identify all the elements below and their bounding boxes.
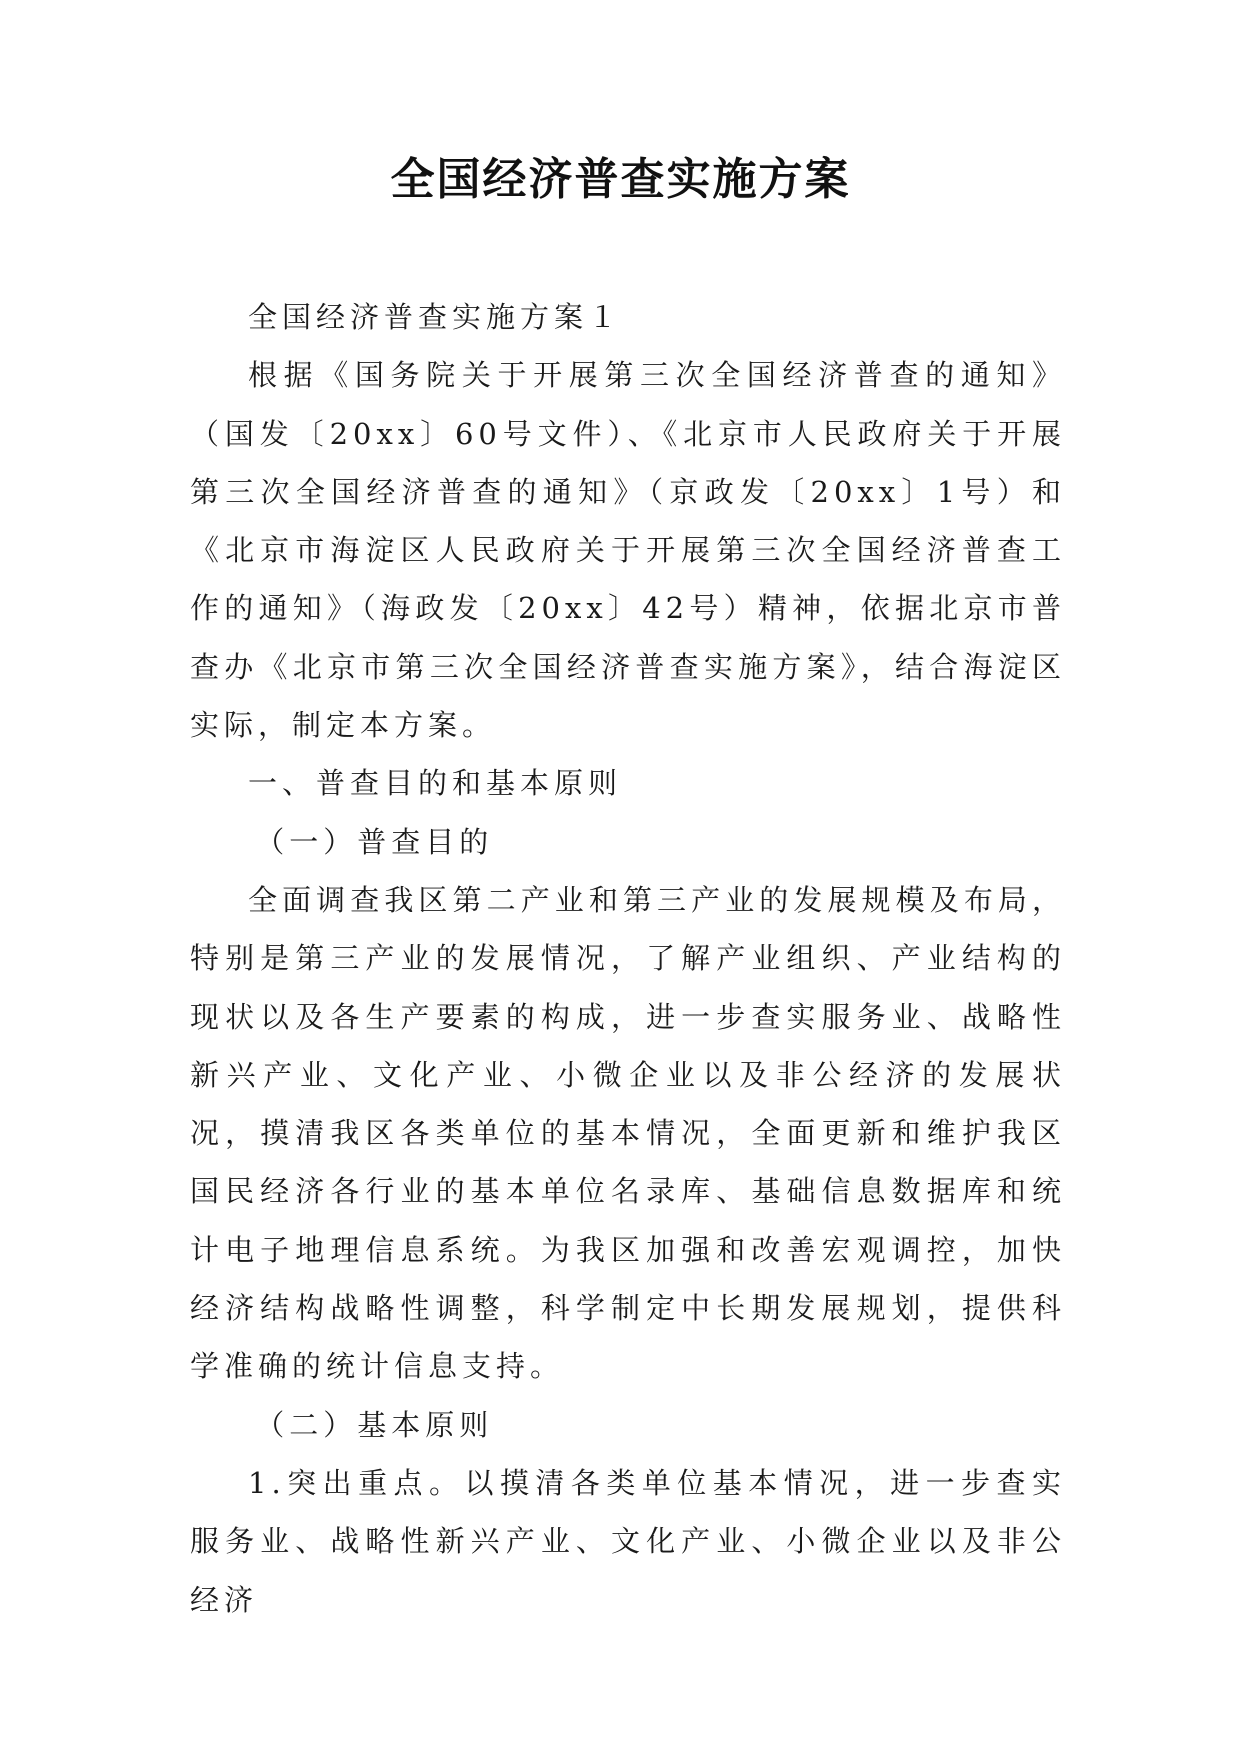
intro-paragraph: 根据《国务院关于开展第三次全国经济普查的通知》（国发〔20xx〕60号文件）、《北京市人民政府关于开展第三次全国经济普查的通知》（京政发〔20xx〕1号）和《北京市海淀区人民政府关于开展第三次全国经济普查工作的通知》（海政发〔20xx〕42号）精神，依据北京市普查办《北京市第三次全国经济普查实施方案》，结合海淀区实际，制定本方案。 — [190, 358, 1066, 743]
principle-paragraph-1: 1.突出重点。以摸清各类单位基本情况，进一步查实服务业、战略性新兴产业、文化产业、小微企业以及非公经济 — [190, 1465, 1066, 1617]
document-title: 全国经济普查实施方案 — [390, 154, 851, 205]
document-body — [190, 288, 1066, 1629]
subheading-principles: （二）基本原则 — [255, 1407, 494, 1442]
section-title: 全国经济普查实施方案１ — [248, 300, 623, 334]
section-heading-1: 一、普查目的和基本原则 — [248, 766, 623, 801]
subheading-purpose: （一）普查目的 — [255, 824, 494, 859]
purpose-paragraph: 全面调查我区第二产业和第三产业的发展规模及布局，特别是第三产业的发展情况，了解产业组织、产业结构的现状以及各生产要素的构成，进一步查实服务业、战略性新兴产业、文化产业、小微企业以及非公经济的发展状况，摸清我区各类单位的基本情况，全面更新和维护我区国民经济各行业的基本单位名录库、基础信息数据库和统计电子地理信息系统。为我区加强和改善宏观调控，加快经济结构战略性调整，科学制定中长期发展规划，提供科学准确的统计信息支持。 — [190, 882, 1066, 1384]
